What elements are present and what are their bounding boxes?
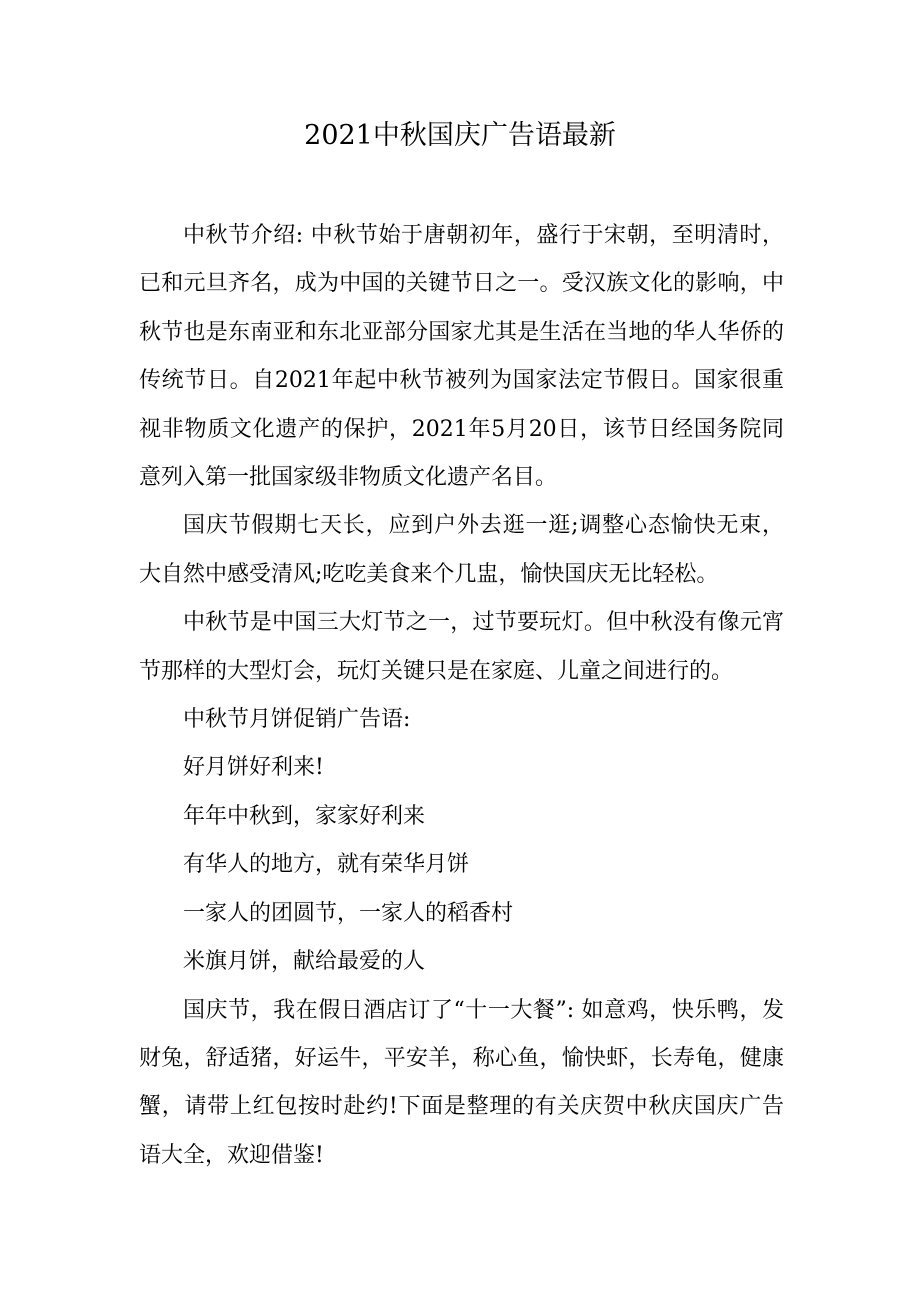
paragraph-mid-autumn-intro: 中秋节介绍: 中秋节始于唐朝初年，盛行于宋朝，至明清时，已和元旦齐名，成为中国的关键节日之一。受汉族文化的影响，中秋节也是东南亚和东北亚部分国家尤其是生活在当地的华人华侨的传统节日。自2021年起中秋节被列为国家法定节假日。国家很重视非物质文化遗产的保护，2021年5月20日，该节日经国务院同意列入第一批国家级非物质文化遗产名目。 [139, 223, 784, 491]
slogan-line: 好月饼好利来! [183, 755, 324, 781]
paragraph-slogan-heading: 中秋节月饼促销广告语: [183, 707, 411, 733]
document-title: 2021中秋国庆广告语最新 [304, 120, 616, 151]
slogan-line: 年年中秋到，家家好利来 [183, 803, 426, 829]
slogan-line: 一家人的团圆节，一家人的稻香村 [183, 900, 514, 926]
slogan-line: 有华人的地方，就有荣华月饼 [183, 852, 470, 878]
paragraph-national-day-holiday: 国庆节假期七天长，应到户外去逛一逛;调整心态愉快无束，大自然中感受清风;吃吃美食来个几盅，愉快国庆无比轻松。 [139, 513, 784, 587]
paragraph-lantern-festival: 中秋节是中国三大灯节之一，过节要玩灯。但中秋没有像元宵节那样的大型灯会，玩灯关键只是在家庭、儿童之间进行的。 [139, 610, 784, 684]
paragraph-national-day-dinner: 国庆节，我在假日酒店订了“十一大餐”: 如意鸡，快乐鸭，发财兔，舒适猪，好运牛，平安羊，称心鱼，愉快虾，长寿龟，健康蟹，请带上红包按时赴约!下面是整理的有关庆贺中秋庆国庆广告语大全，欢迎借鉴! [139, 997, 784, 1168]
slogan-line: 米旗月饼，献给最爱的人 [183, 949, 426, 975]
document-body [139, 212, 784, 1180]
